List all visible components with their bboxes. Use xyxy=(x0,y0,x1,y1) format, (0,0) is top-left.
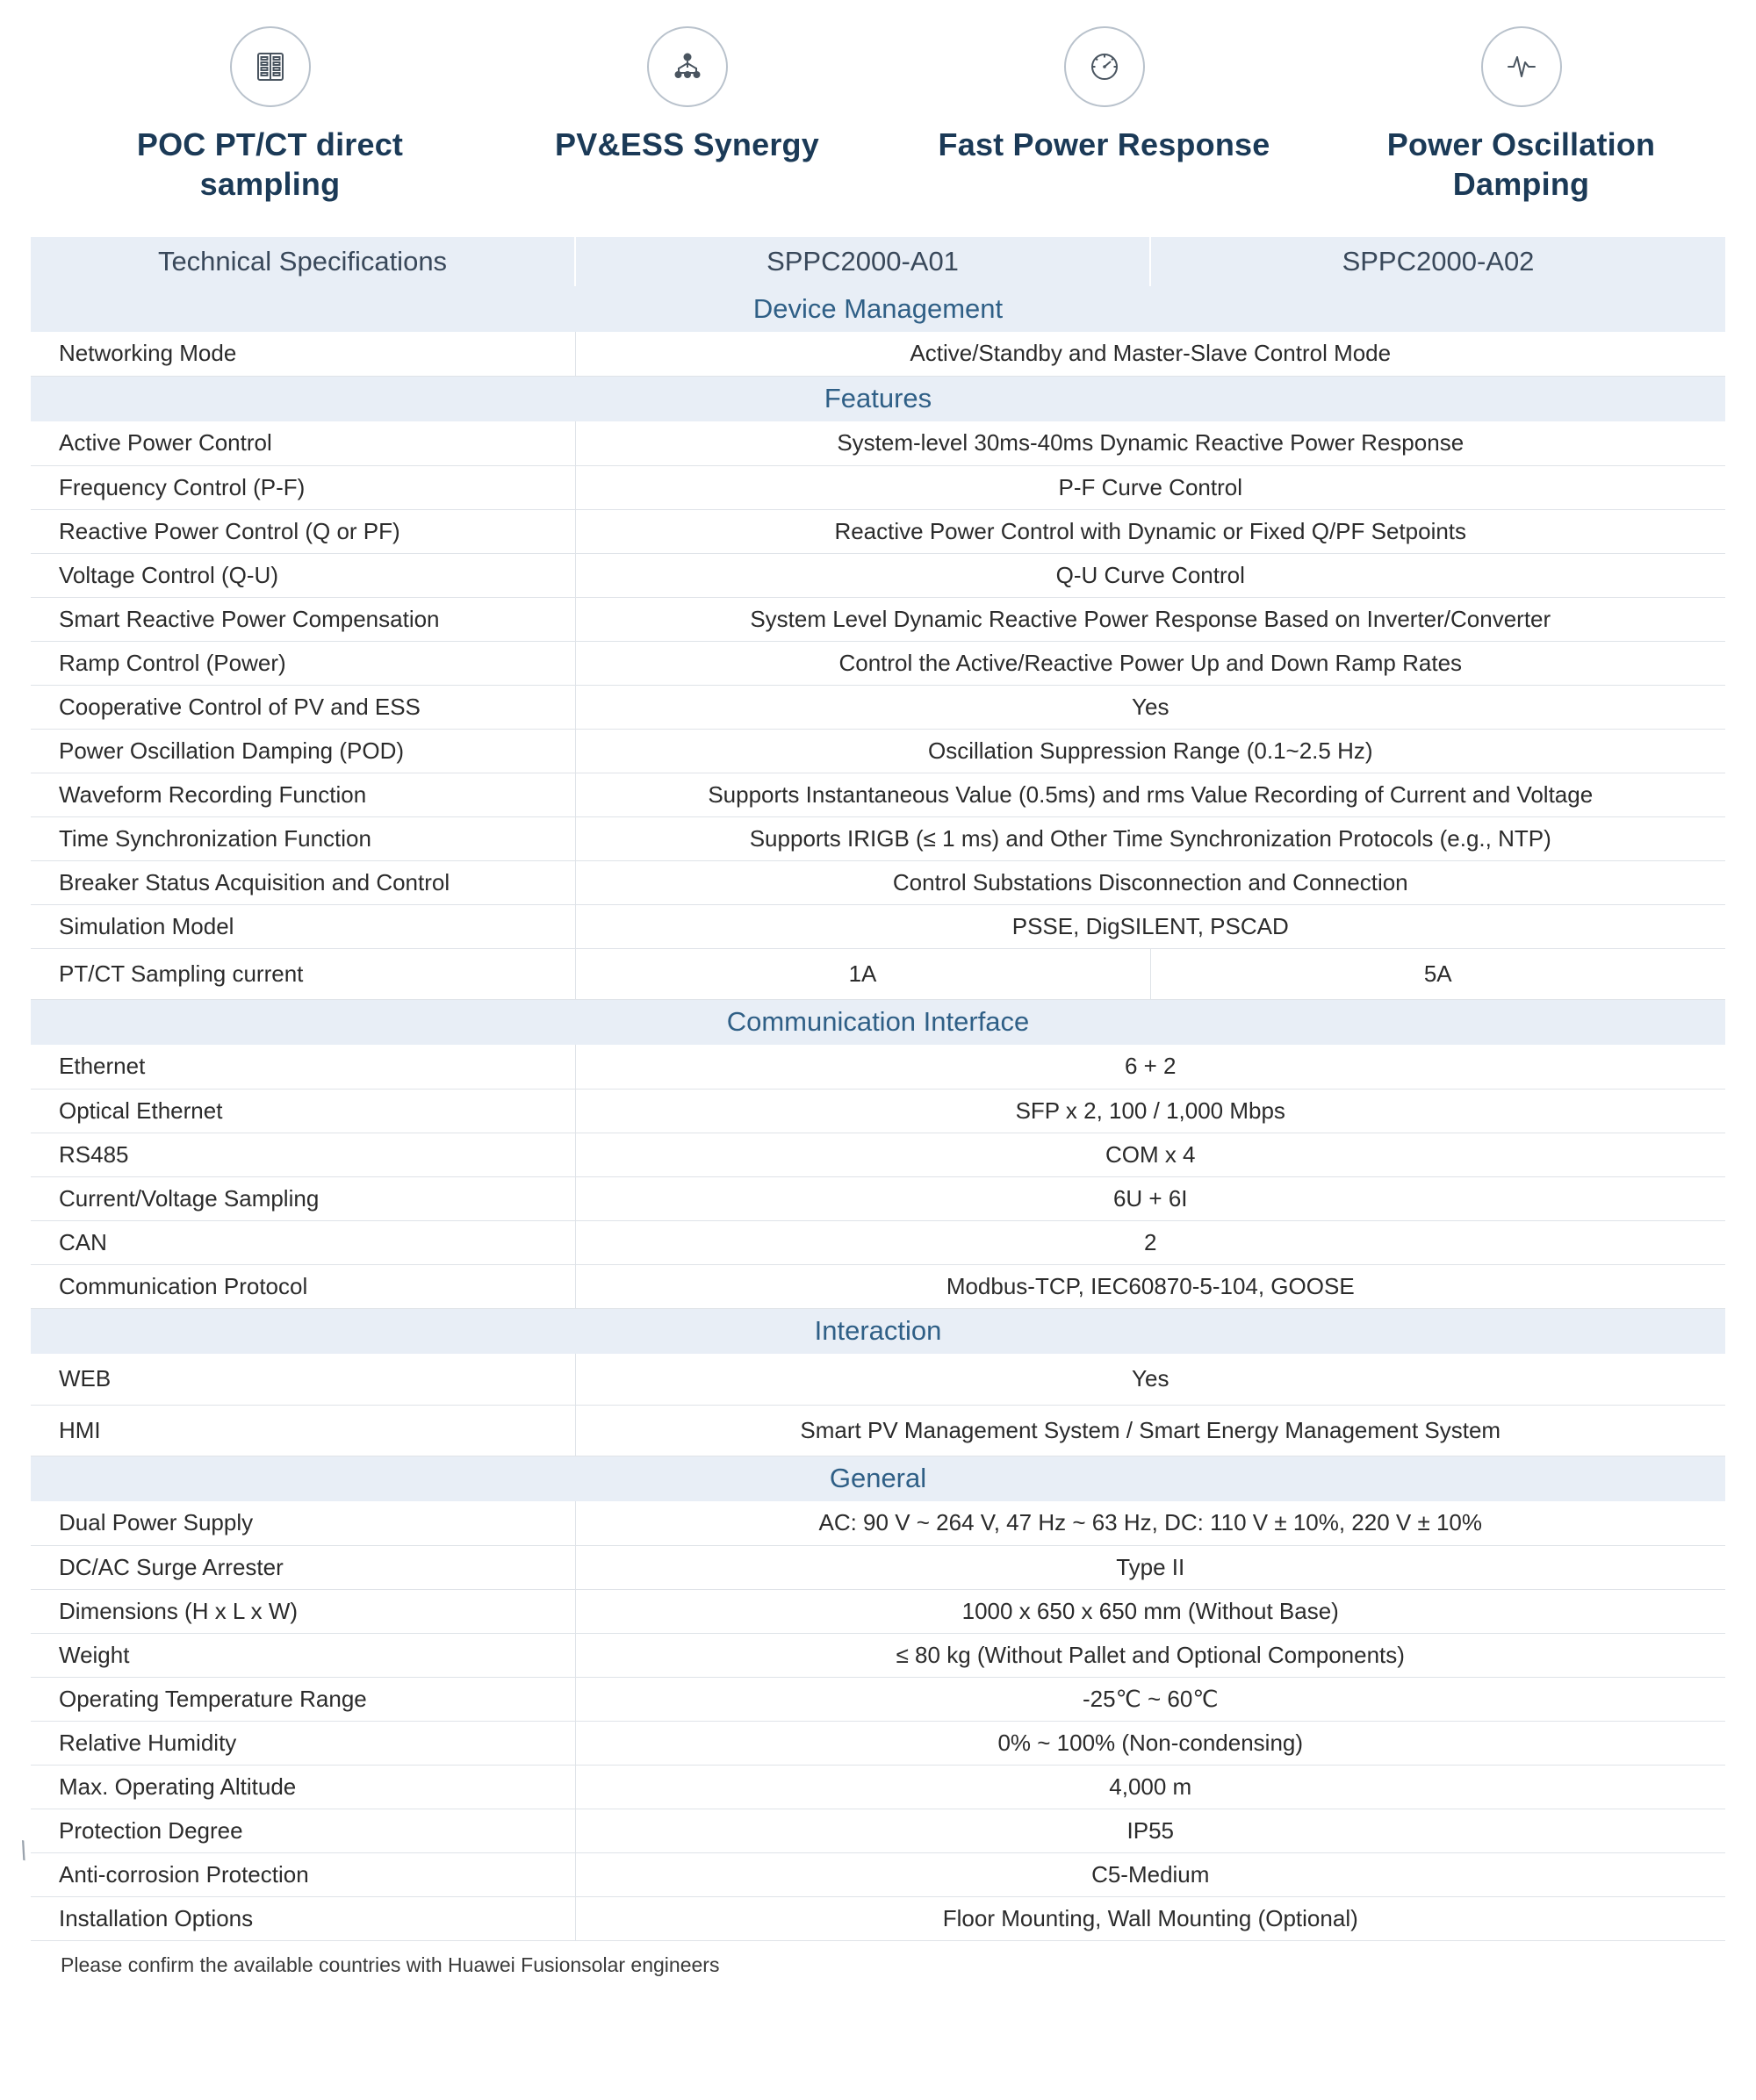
row-value: P-F Curve Control xyxy=(575,465,1725,509)
section-header-row xyxy=(31,999,1725,1045)
feature-label: Fast Power Response xyxy=(938,126,1270,162)
table-row xyxy=(31,1589,1725,1633)
row-label: Anti-corrosion Protection xyxy=(31,1852,575,1896)
section-header-row xyxy=(31,1456,1725,1501)
table-row xyxy=(31,729,1725,773)
row-value: SFP x 2, 100 / 1,000 Mbps xyxy=(575,1089,1725,1133)
table-row xyxy=(31,773,1725,816)
table-row xyxy=(31,1089,1725,1133)
table-row xyxy=(31,1677,1725,1721)
row-value: Reactive Power Control with Dynamic or Fixed Q/PF Setpoints xyxy=(575,509,1725,553)
row-label: Active Power Control xyxy=(31,421,575,465)
header-cell-model-a01: SPPC2000-A01 xyxy=(575,237,1150,286)
feature-item xyxy=(896,26,1313,204)
row-label: RS485 xyxy=(31,1133,575,1176)
row-label: Networking Mode xyxy=(31,332,575,376)
row-value: IP55 xyxy=(575,1809,1725,1852)
table-row xyxy=(31,1354,1725,1405)
server-rack-icon xyxy=(230,26,311,107)
feature-label: Power Oscillation Damping xyxy=(1386,126,1656,202)
row-value: Control Substations Disconnection and Connection xyxy=(575,860,1725,904)
table-row xyxy=(31,509,1725,553)
row-label: Installation Options xyxy=(31,1896,575,1940)
row-value: Q-U Curve Control xyxy=(575,553,1725,597)
row-label: Max. Operating Altitude xyxy=(31,1765,575,1809)
row-value: System-level 30ms-40ms Dynamic Reactive Power Response xyxy=(575,421,1725,465)
feature-item xyxy=(1313,26,1730,204)
row-value: Active/Standby and Master-Slave Control Mode xyxy=(575,332,1725,376)
row-label: Protection Degree xyxy=(31,1809,575,1852)
row-value: Smart PV Management System / Smart Energy Management System xyxy=(575,1405,1725,1456)
table-row xyxy=(31,948,1725,999)
section-title: Features xyxy=(31,376,1725,421)
row-value: 0% ~ 100% (Non-condensing) xyxy=(575,1721,1725,1765)
row-label: Voltage Control (Q-U) xyxy=(31,553,575,597)
row-label: Operating Temperature Range xyxy=(31,1677,575,1721)
table-row xyxy=(31,1045,1725,1089)
footnote: Please confirm the available countries with Huawei Fusionsolar engineers xyxy=(61,1953,720,1976)
row-label: Simulation Model xyxy=(31,904,575,948)
table-row xyxy=(31,1721,1725,1765)
row-value-a02: 5A xyxy=(1150,948,1725,999)
table-row xyxy=(31,1765,1725,1809)
row-label: Dual Power Supply xyxy=(31,1501,575,1545)
row-value: Modbus-TCP, IEC60870-5-104, GOOSE xyxy=(575,1264,1725,1308)
table-row xyxy=(31,816,1725,860)
gauge-icon xyxy=(1064,26,1145,107)
row-label: Smart Reactive Power Compensation xyxy=(31,597,575,641)
waveform-pulse-icon xyxy=(1481,26,1562,107)
row-label: Dimensions (H x L x W) xyxy=(31,1589,575,1633)
row-value: C5-Medium xyxy=(575,1852,1725,1896)
row-label: Current/Voltage Sampling xyxy=(31,1176,575,1220)
table-row xyxy=(31,1133,1725,1176)
table-row xyxy=(31,1501,1725,1545)
header-cell-specifications: Technical Specifications xyxy=(31,237,575,286)
table-row xyxy=(31,860,1725,904)
row-label: Relative Humidity xyxy=(31,1721,575,1765)
row-label: Frequency Control (P-F) xyxy=(31,465,575,509)
row-value: Supports IRIGB (≤ 1 ms) and Other Time Synchronization Protocols (e.g., NTP) xyxy=(575,816,1725,860)
table-row xyxy=(31,553,1725,597)
row-label: Power Oscillation Damping (POD) xyxy=(31,729,575,773)
header-cell-model-a02: SPPC2000-A02 xyxy=(1150,237,1725,286)
section-title: Interaction xyxy=(31,1308,1725,1354)
row-value: COM x 4 xyxy=(575,1133,1725,1176)
table-header-row xyxy=(31,237,1725,286)
table-row xyxy=(31,597,1725,641)
table-row xyxy=(31,1809,1725,1852)
row-label: DC/AC Surge Arrester xyxy=(31,1545,575,1589)
row-value: 2 xyxy=(575,1220,1725,1264)
row-label: HMI xyxy=(31,1405,575,1456)
row-value: ≤ 80 kg (Without Pallet and Optional Components) xyxy=(575,1633,1725,1677)
row-value: Supports Instantaneous Value (0.5ms) and rms Value Recording of Current and Voltage xyxy=(575,773,1725,816)
section-title: General xyxy=(31,1456,1725,1501)
row-label: Weight xyxy=(31,1633,575,1677)
feature-item xyxy=(479,26,896,204)
technical-specifications-table xyxy=(31,237,1725,1941)
row-value: PSSE, DigSILENT, PSCAD xyxy=(575,904,1725,948)
table-row xyxy=(31,1405,1725,1456)
row-value: Yes xyxy=(575,685,1725,729)
row-label: Ramp Control (Power) xyxy=(31,641,575,685)
row-label: Communication Protocol xyxy=(31,1264,575,1308)
row-value: 4,000 m xyxy=(575,1765,1725,1809)
table-row xyxy=(31,1220,1725,1264)
section-header-row xyxy=(31,376,1725,421)
row-value-a01: 1A xyxy=(575,948,1150,999)
row-label: CAN xyxy=(31,1220,575,1264)
row-label: Optical Ethernet xyxy=(31,1089,575,1133)
row-label: Time Synchronization Function xyxy=(31,816,575,860)
table-row xyxy=(31,332,1725,376)
row-value: AC: 90 V ~ 264 V, 47 Hz ~ 63 Hz, DC: 110 V ± 10%, 220 V ± 10% xyxy=(575,1501,1725,1545)
row-label: Reactive Power Control (Q or PF) xyxy=(31,509,575,553)
table-row xyxy=(31,1633,1725,1677)
row-label: PT/CT Sampling current xyxy=(31,948,575,999)
row-value: Yes xyxy=(575,1354,1725,1405)
row-value: 1000 x 650 x 650 mm (Without Base) xyxy=(575,1589,1725,1633)
row-value: 6U + 6I xyxy=(575,1176,1725,1220)
table-row xyxy=(31,1264,1725,1308)
section-title: Device Management xyxy=(31,286,1725,332)
feature-label: POC PT/CT direct sampling xyxy=(136,126,404,202)
stray-pen-mark: \ xyxy=(17,1836,31,1866)
row-value: Type II xyxy=(575,1545,1725,1589)
section-title: Communication Interface xyxy=(31,999,1725,1045)
table-row xyxy=(31,685,1725,729)
row-value: System Level Dynamic Reactive Power Response Based on Inverter/Converter xyxy=(575,597,1725,641)
table-row xyxy=(31,641,1725,685)
row-value: -25℃ ~ 60℃ xyxy=(575,1677,1725,1721)
row-label: WEB xyxy=(31,1354,575,1405)
table-row xyxy=(31,1896,1725,1940)
row-label: Ethernet xyxy=(31,1045,575,1089)
row-label: Cooperative Control of PV and ESS xyxy=(31,685,575,729)
section-header-row xyxy=(31,1308,1725,1354)
feature-label: PV&ESS Synergy xyxy=(555,126,819,162)
table-row xyxy=(31,1852,1725,1896)
feature-highlights xyxy=(26,0,1730,204)
table-row xyxy=(31,904,1725,948)
row-value: Oscillation Suppression Range (0.1~2.5 Hz) xyxy=(575,729,1725,773)
table-row xyxy=(31,1545,1725,1589)
row-value: Control the Active/Reactive Power Up and Down Ramp Rates xyxy=(575,641,1725,685)
feature-item xyxy=(61,26,479,204)
section-header-row xyxy=(31,286,1725,332)
table-row xyxy=(31,465,1725,509)
table-row xyxy=(31,421,1725,465)
row-value: 6 + 2 xyxy=(575,1045,1725,1089)
row-label: Breaker Status Acquisition and Control xyxy=(31,860,575,904)
table-row xyxy=(31,1176,1725,1220)
row-value: Floor Mounting, Wall Mounting (Optional) xyxy=(575,1896,1725,1940)
network-nodes-icon xyxy=(647,26,728,107)
row-label: Waveform Recording Function xyxy=(31,773,575,816)
